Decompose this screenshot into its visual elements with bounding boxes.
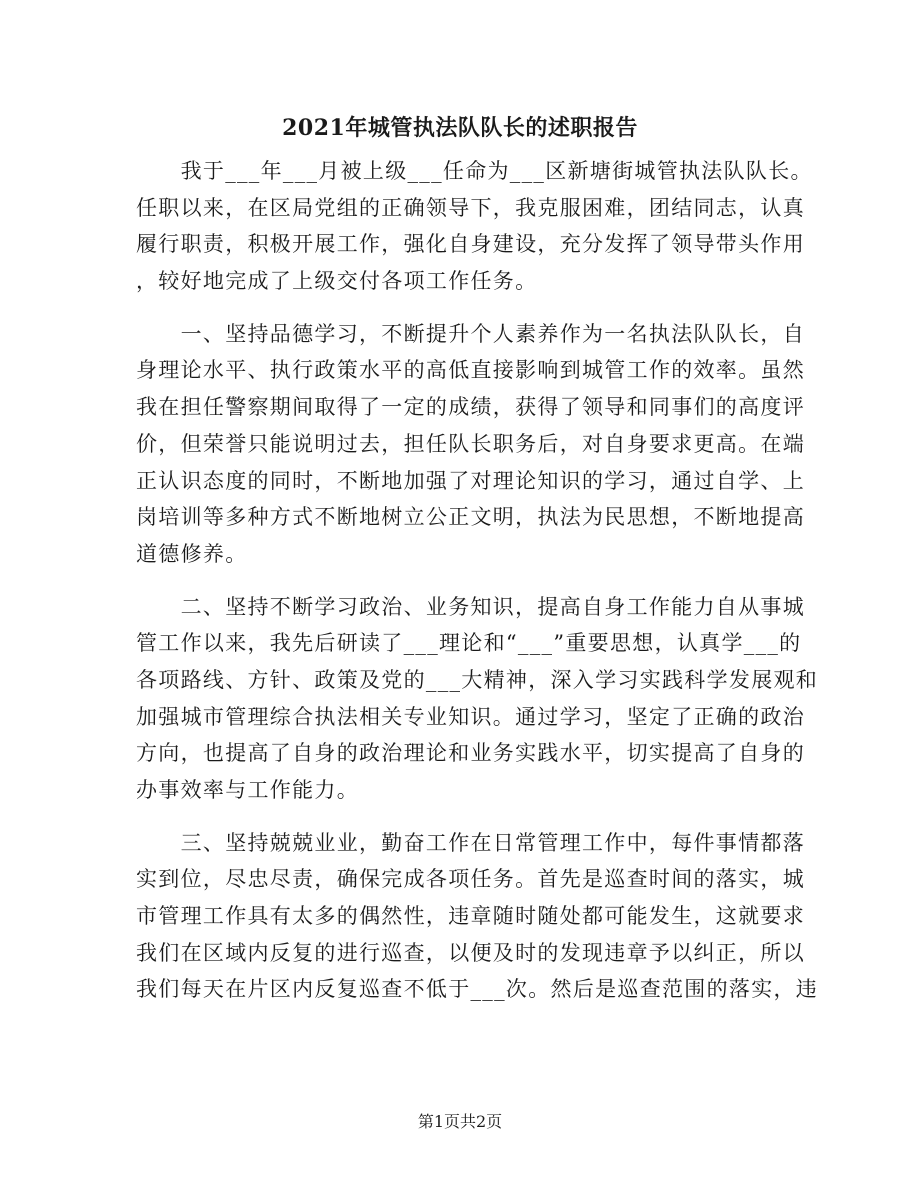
text-line: 三、坚持兢兢业业，勤奋工作在日常管理工作中，每件事情都落 (136, 830, 805, 855)
text-line: 履行职责，积极开展工作，强化自身建设，充分发挥了领导带头作用 (136, 232, 805, 257)
text-line: 实到位，尽忠尽责，确保完成各项任务。首先是巡查时间的落实，城 (136, 867, 805, 892)
text-line: 价，但荣誉只能说明过去，担任队长职务后，对自身要求更高。在端 (136, 431, 805, 456)
text-line: 市管理工作具有太多的偶然性，违章随时随处都可能发生，这就要求 (136, 904, 805, 929)
page-number-footer: 第1页共2页 (417, 1112, 503, 1131)
paragraph-gap (136, 300, 786, 316)
text-line: 道德修养。 (136, 541, 248, 566)
text-line: 加强城市管理综合执法相关专业知识。通过学习，坚定了正确的政治 (136, 704, 805, 729)
paragraph-2 (136, 316, 805, 573)
paragraph-gap (136, 573, 786, 589)
text-line: 方向，也提高了自身的政治理论和业务实践水平，切实提高了自身的 (136, 741, 805, 766)
text-line: 任职以来，在区局党组的正确领导下，我克服困难，团结同志，认真 (136, 195, 805, 220)
text-line: 我们在区域内反复的进行巡查，以便及时的发现违章予以纠正，所以 (136, 940, 805, 965)
text-line: 各项路线、方针、政策及党的___大精神，深入学习实践科学发展观和 (136, 667, 819, 692)
text-line: 办事效率与工作能力。 (136, 778, 359, 802)
text-line: 岗培训等多种方式不断地树立公正文明，执法为民思想，不断地提高 (136, 505, 805, 530)
text-line: 一、坚持品德学习，不断提升个人素养作为一名执法队队长，自 (136, 321, 805, 346)
paragraph-4 (136, 825, 819, 1008)
document-body (136, 153, 819, 1008)
text-line: 身理论水平、执行政策水平的高低直接影响到城管工作的效率。虽然 (136, 358, 805, 383)
text-line: 我于___年___月被上级___任命为___区新塘街城管执法队队长。 (136, 159, 813, 183)
text-line: 我们每天在片区内反复巡查不低于___次。然后是巡查范围的落实，违 (136, 977, 819, 1002)
document-title: 2021年城管执法队队长的述职报告 (282, 115, 638, 141)
paragraph-gap (136, 809, 786, 825)
text-line: 我在担任警察期间取得了一定的成绩，获得了领导和同事们的高度评 (136, 395, 805, 420)
text-line: 正认识态度的同时，不断地加强了对理论知识的学习，通过自学、上 (136, 468, 805, 493)
paragraph-3 (136, 589, 819, 809)
text-line: 管工作以来，我先后研读了___理论和“___”重要思想，认真学___的 (136, 631, 802, 656)
text-line: ，较好地完成了上级交付各项工作任务。 (136, 269, 538, 294)
paragraph-1 (136, 153, 813, 300)
text-line: 二、坚持不断学习政治、业务知识，提高自身工作能力自从事城 (136, 594, 805, 619)
